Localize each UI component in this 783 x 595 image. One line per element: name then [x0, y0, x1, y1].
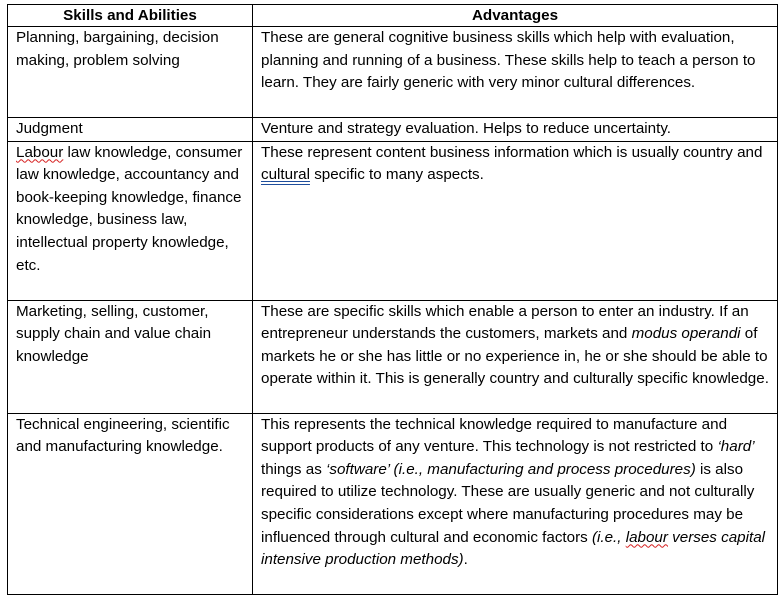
advantage-text: This represents the technical knowledge required to manufacture and support products of any venture. This technology is not restricted to — [261, 415, 728, 456]
skill-cell: Planning, bargaining, decision making, problem solving — [8, 27, 253, 118]
header-skills-and-abilities: Skills and Abilities — [8, 5, 253, 27]
table-row — [8, 118, 778, 142]
skill-cell — [8, 141, 253, 300]
italic-phrase: ‘software’ (i.e., manufacturing and process procedures) — [326, 460, 696, 478]
advantage-text: is also required to utilize technology. These are usually generic and not culturally specific considerations except where manufacturing procedures may be influenced through cultural and economic factors — [261, 460, 755, 546]
advantage-text: of markets he or she has little or no experience in, he or she should be able to operate within it. This is generally country and culturally specific knowledge. — [261, 325, 769, 388]
advantage-cell — [253, 413, 778, 594]
skill-text: law knowledge, consumer law knowledge, accountancy and book-keeping knowledge, finance knowledge, business law, intellectual property knowledge, etc. — [16, 143, 243, 274]
italic-phrase: verses capital intensive production methods) — [261, 528, 766, 569]
skills-advantages-table — [7, 4, 778, 595]
advantage-text: . — [463, 551, 468, 569]
advantage-cell: These are general cognitive business skills which help with evaluation, planning and running of a business. These skills help to teach a person to learn. They are fairly generic with very minor cultural differences. — [253, 27, 778, 118]
advantage-text: These are specific skills which enable a person to enter an industry. If an entrepreneur understands the customers, markets and — [261, 302, 749, 343]
skill-cell: Judgment — [8, 118, 253, 142]
italic-phrase: modus operandi — [631, 325, 741, 343]
advantage-cell — [253, 141, 778, 300]
table-row — [8, 141, 778, 300]
italic-phrase: (i.e., — [591, 528, 626, 546]
advantage-text: specific to many aspects. — [309, 166, 484, 184]
advantage-text: things as — [261, 460, 327, 478]
header-advantages: Advantages — [253, 5, 778, 27]
italic-phrase: ‘hard’ — [717, 438, 755, 456]
spellcheck-word: labour — [625, 528, 668, 546]
skill-cell: Marketing, selling, customer, supply chain and value chain knowledge — [8, 300, 253, 413]
table-row — [8, 300, 778, 413]
table-row — [8, 27, 778, 118]
advantage-cell — [253, 300, 778, 413]
advantage-text: These represent content business information which is usually country and — [261, 143, 763, 161]
table-row — [8, 413, 778, 594]
header-row — [8, 5, 778, 27]
grammar-flagged-word: cultural — [261, 166, 310, 184]
advantage-cell: Venture and strategy evaluation. Helps to reduce uncertainty. — [253, 118, 778, 142]
skill-cell: Technical engineering, scientific and manufacturing knowledge. — [8, 413, 253, 594]
spellcheck-word: Labour — [16, 143, 64, 161]
